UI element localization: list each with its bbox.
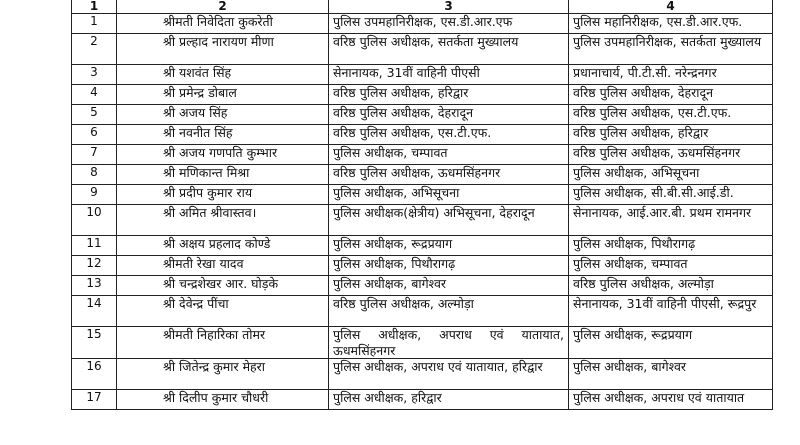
new-post-cell: पुलिस अधीक्षक, पिथौरागढ़	[569, 236, 773, 256]
new-post-cell: वरिष्ठ पुलिस अधीक्षक, एस.टी.एफ.	[569, 105, 773, 125]
officer-name-cell: श्री नवनीत सिंह	[117, 125, 329, 145]
new-post-cell: वरिष्ठ पुलिस अधीक्षक, अल्मोड़ा	[569, 276, 773, 296]
serial-number-cell: 1	[72, 14, 117, 34]
serial-number-cell: 4	[72, 85, 117, 105]
officer-name-cell: श्री प्रदीप कुमार राय	[117, 185, 329, 205]
serial-number-cell: 13	[72, 276, 117, 296]
serial-number-cell: 17	[72, 390, 117, 410]
new-post-cell: सेनानायक, 31वीं वाहिनी पीएसी, रूद्रपुर	[569, 296, 773, 327]
new-post-cell: वरिष्ठ पुलिस अधीक्षक, हरिद्वार	[569, 125, 773, 145]
new-post-cell: पुलिस अधीक्षक, अभिसूचना	[569, 165, 773, 185]
serial-number-cell: 3	[72, 65, 117, 85]
table-row	[72, 327, 773, 359]
header-row	[72, 0, 773, 14]
table-row	[72, 256, 773, 276]
new-post-cell: पुलिस अधीक्षक, चम्पावत	[569, 256, 773, 276]
new-post-cell: पुलिस अधीक्षक, अपराध एवं यातायात	[569, 390, 773, 410]
officer-name-cell: श्री देवेन्द्र पींचा	[117, 296, 329, 327]
current-post-cell: पुलिस उपमहानिरीक्षक, एस.डी.आर.एफ	[329, 14, 569, 34]
officer-name-cell: श्री अमित श्रीवास्तव।	[117, 205, 329, 236]
current-post-cell: वरिष्ठ पुलिस अधीक्षक, ऊधमसिंहनगर	[329, 165, 569, 185]
current-post-cell: वरिष्ठ पुलिस अधीक्षक, हरिद्वार	[329, 85, 569, 105]
header-serial: 1	[72, 0, 117, 14]
officer-name-cell: श्री मणिकान्त मिश्रा	[117, 165, 329, 185]
serial-number-cell: 6	[72, 125, 117, 145]
serial-number-cell: 14	[72, 296, 117, 327]
table-row	[72, 205, 773, 236]
current-post-cell: पुलिस अधीक्षक(क्षेत्रीय) अभिसूचना, देहरादून	[329, 205, 569, 236]
new-post-cell: सेनानायक, आई.आर.बी. प्रथम रामनगर	[569, 205, 773, 236]
serial-number-cell: 16	[72, 359, 117, 390]
new-post-cell: पुलिस उपमहानिरीक्षक, सतर्कता मुख्यालय	[569, 34, 773, 65]
current-post-cell: पुलिस अधीक्षक, बागेश्वर	[329, 276, 569, 296]
serial-number-cell: 7	[72, 145, 117, 165]
current-post-cell: पुलिस अधीक्षक, रूद्रप्रयाग	[329, 236, 569, 256]
officer-name-cell: श्रीमती रेखा यादव	[117, 256, 329, 276]
officer-name-cell: श्री जितेन्द्र कुमार मेहरा	[117, 359, 329, 390]
serial-number-cell: 2	[72, 34, 117, 65]
table-row	[72, 236, 773, 256]
new-post-cell: प्रधानाचार्य, पी.टी.सी. नरेन्द्रनगर	[569, 65, 773, 85]
serial-number-cell: 10	[72, 205, 117, 236]
current-post-cell: पुलिस अधीक्षक, अपराध एवं यातायात, ऊधमसिंहनगर	[329, 327, 569, 359]
serial-number-cell: 12	[72, 256, 117, 276]
table-row	[72, 185, 773, 205]
table-row	[72, 165, 773, 185]
officer-name-cell: श्री प्रल्हाद नारायण मीणा	[117, 34, 329, 65]
current-post-cell: पुलिस अधीक्षक, अभिसूचना	[329, 185, 569, 205]
transfer-table	[71, 0, 773, 410]
new-post-cell: वरिष्ठ पुलिस अधीक्षक, ऊधमसिंहनगर	[569, 145, 773, 165]
table-row	[72, 276, 773, 296]
new-post-cell: वरिष्ठ पुलिस अधीक्षक, देहरादून	[569, 85, 773, 105]
table-row	[72, 359, 773, 390]
officer-name-cell: श्रीमती निवेदिता कुकरेती	[117, 14, 329, 34]
table-row	[72, 85, 773, 105]
current-post-cell: वरिष्ठ पुलिस अधीक्षक, अल्मोड़ा	[329, 296, 569, 327]
current-post-cell: पुलिस अधीक्षक, अपराध एवं यातायात, हरिद्वार	[329, 359, 569, 390]
new-post-cell: पुलिस अधीक्षक, रूद्रप्रयाग	[569, 327, 773, 359]
officer-name-cell: श्रीमती निहारिका तोमर	[117, 327, 329, 359]
current-post-cell: वरिष्ठ पुलिस अधीक्षक, एस.टी.एफ.	[329, 125, 569, 145]
new-post-cell: पुलिस महानिरीक्षक, एस.डी.आर.एफ.	[569, 14, 773, 34]
header-name: 2	[117, 0, 329, 14]
serial-number-cell: 5	[72, 105, 117, 125]
table-row	[72, 125, 773, 145]
serial-number-cell: 8	[72, 165, 117, 185]
current-post-cell: पुलिस अधीक्षक, पिथौरागढ़	[329, 256, 569, 276]
current-post-cell: सेनानायक, 31वीं वाहिनी पीएसी	[329, 65, 569, 85]
current-post-cell: पुलिस अधीक्षक, चम्पावत	[329, 145, 569, 165]
table-row	[72, 296, 773, 327]
header-new-post: 4	[569, 0, 773, 14]
current-post-cell: वरिष्ठ पुलिस अधीक्षक, देहरादून	[329, 105, 569, 125]
officer-name-cell: श्री अजय गणपति कुम्भार	[117, 145, 329, 165]
table-row	[72, 14, 773, 34]
serial-number-cell: 15	[72, 327, 117, 359]
table-row	[72, 105, 773, 125]
officer-name-cell: श्री चन्द्रशेखर आर. घोड़के	[117, 276, 329, 296]
table-row	[72, 65, 773, 85]
table-row	[72, 34, 773, 65]
current-post-cell: पुलिस अधीक्षक, हरिद्वार	[329, 390, 569, 410]
new-post-cell: पुलिस अधीक्षक, सी.बी.सी.आई.डी.	[569, 185, 773, 205]
officer-name-cell: श्री प्रमेन्द्र डोबाल	[117, 85, 329, 105]
officer-name-cell: श्री अजय सिंह	[117, 105, 329, 125]
serial-number-cell: 11	[72, 236, 117, 256]
officer-name-cell: श्री अक्षय प्रहलाद कोण्डे	[117, 236, 329, 256]
table-row	[72, 145, 773, 165]
serial-number-cell: 9	[72, 185, 117, 205]
officer-name-cell: श्री यशवंत सिंह	[117, 65, 329, 85]
table-row	[72, 390, 773, 410]
current-post-cell: वरिष्ठ पुलिस अधीक्षक, सतर्कता मुख्यालय	[329, 34, 569, 65]
new-post-cell: पुलिस अधीक्षक, बागेश्वर	[569, 359, 773, 390]
header-current-post: 3	[329, 0, 569, 14]
officer-name-cell: श्री दिलीप कुमार चौधरी	[117, 390, 329, 410]
